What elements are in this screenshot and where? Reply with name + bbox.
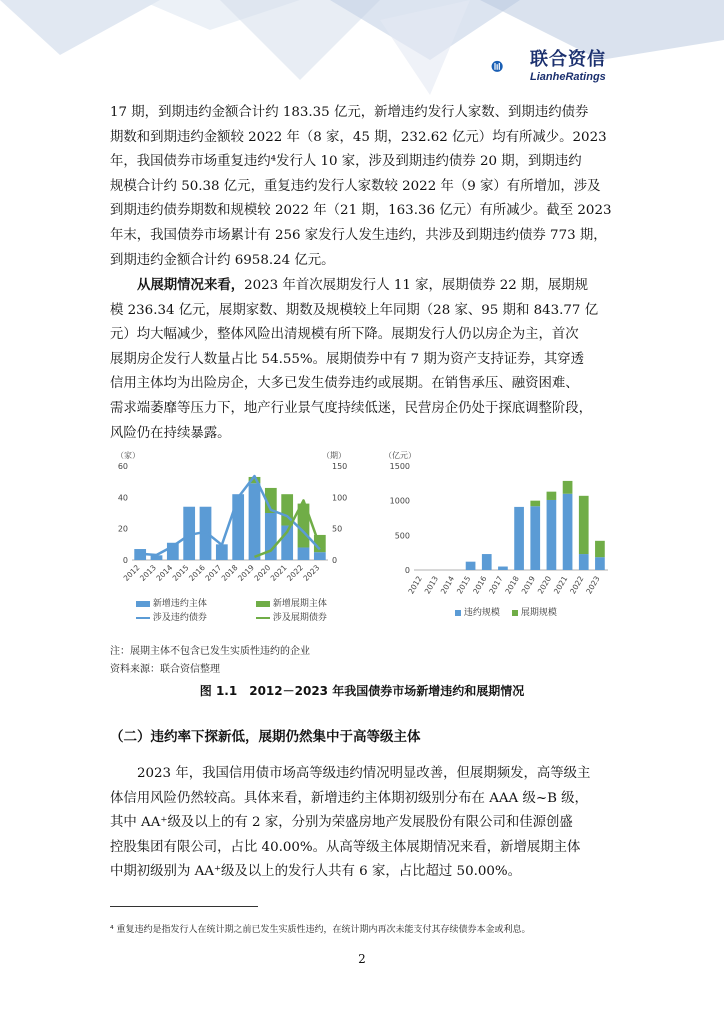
left-axis-label: （家）	[116, 451, 140, 460]
left-tick-label: 40	[117, 493, 128, 503]
text-line: 年末，我国债券市场累计有 256 家发行人发生违约，共涉及到期违约债券 773 期，	[110, 227, 607, 243]
figure-source: 资料来源：联合资信整理	[110, 664, 220, 675]
y-tick-label: 1500	[389, 462, 410, 471]
bar-extension-scale	[595, 541, 605, 557]
legend-swatch	[256, 601, 270, 607]
footnote: ⁴ 重复违约是指发行人在统计期之前已发生实质性违约，在统计期内再次未能支付其存续债券本金或利息。	[110, 925, 531, 935]
right-tick-label: 100	[332, 493, 348, 503]
text-line: 需求端萎靡等压力下，地产行业景气度持续低迷，民营房企仍处于探底调整阶段，	[110, 400, 593, 416]
right-axis-label: （期）	[322, 451, 346, 460]
logo-text	[530, 50, 606, 84]
left-tick-label: 0	[122, 556, 128, 565]
x-tick-label: 2013	[422, 574, 440, 596]
legend-label: 新增违约主体	[152, 599, 207, 609]
text-line: 风险仍在持续暴露。	[110, 425, 231, 441]
paragraph-extension	[110, 273, 615, 446]
legend-item	[256, 596, 327, 609]
bar-new-default-issuers	[232, 494, 244, 560]
bar-new-default-issuers	[298, 547, 310, 560]
bar-default-scale	[466, 562, 476, 570]
text-line: 17 期，到期违约金额合计约 183.35 亿元，新增违约发行人家数、到期违约债券	[110, 105, 589, 120]
right-tick-label: 0	[332, 556, 338, 565]
y-tick-label: 1000	[389, 496, 410, 506]
x-tick-label: 2015	[170, 563, 191, 583]
paragraph-default-summary	[110, 101, 615, 273]
bar-extension-scale	[579, 496, 589, 554]
lead-phrase: 从展期情况来看，	[137, 277, 245, 293]
legend-label: 新增展期主体	[272, 599, 327, 609]
logo-name-en: LianheRatings	[530, 71, 606, 83]
bar-new-default-issuers	[314, 552, 326, 560]
header-decoration	[0, 0, 724, 100]
legend-label: 违约规模	[463, 608, 500, 618]
bar-default-scale	[530, 506, 540, 570]
legend-item	[512, 605, 557, 618]
x-tick-label: 2012	[406, 574, 424, 596]
text-span: 2023 年首次展期发行人 11 家，展期债券 22 期，展期规	[244, 278, 588, 293]
left-tick-label: 60	[117, 462, 128, 471]
right-tick-label: 50	[332, 524, 343, 534]
section-heading: （二）违约率下探新低，展期仍然集中于高等级主体	[110, 729, 421, 745]
legend-item	[256, 610, 327, 623]
text-line: 展期房企发行人数量占比 54.55%。展期债券中有 7 期为资产支持证券，其穿透	[110, 351, 585, 367]
text-line: 其中 AA⁺级及以上的有 2 家，分别为荣盛房地产发展股份有限公司和佳源创盛	[110, 815, 573, 831]
x-tick-label: 2014	[154, 563, 175, 583]
bar-default-scale	[579, 554, 589, 570]
chart-default-extension-scale	[380, 448, 620, 608]
bar-default-scale	[547, 500, 557, 570]
bar-extension-scale	[547, 492, 557, 500]
legend-swatch	[256, 617, 270, 619]
text-line: 元）均大幅减少，整体风险出清规模有所下降。展期发行人仍以房企为主，首次	[110, 327, 579, 343]
legend-item	[136, 610, 207, 623]
legend-label: 涉及违约债券	[152, 613, 207, 623]
x-tick-label: 2023	[584, 574, 602, 596]
x-tick-label: 2016	[471, 574, 489, 596]
bar-default-scale	[563, 494, 573, 570]
logo-name-cn: 联合资信	[530, 49, 606, 70]
legend-label: 展期规模	[520, 608, 557, 618]
axis-label: （亿元）	[384, 451, 416, 460]
x-tick-label: 2017	[203, 563, 224, 583]
page-number: 2	[358, 952, 366, 966]
text-line: 信用主体均为出险房企，大多已发生债券违约或展期。在销售承压、融资困难、	[110, 376, 579, 392]
x-tick-label: 2016	[187, 563, 207, 583]
x-tick-label: 2012	[121, 563, 142, 583]
figure-note: 注：展期主体不包含已发生实质性违约的企业	[110, 646, 310, 657]
x-tick-label: 2022	[568, 574, 586, 596]
x-tick-label: 2021	[268, 563, 289, 583]
x-tick-label: 2020	[252, 563, 273, 583]
x-tick-label: 2018	[219, 563, 240, 583]
text-line: 体信用风险仍然较高。具体来看，新增违约主体期初级别分布在 AAA 级~B 级，	[110, 790, 588, 806]
text-line: 年，我国债券市场重复违约⁴发行人 10 家，涉及到期违约债券 20 期，到期违约	[110, 154, 582, 170]
text-line: 规模合计约 50.38 亿元，重复违约发行人家数较 2022 年（9 家）有所增加，涉及	[110, 178, 601, 194]
right-tick-label: 150	[332, 462, 348, 471]
paragraph-high-grade	[110, 762, 615, 885]
text-line: 到期违约债券期数和规模较 2022 年（21 期，163.36 亿元）有所减少。截至 2023	[110, 203, 612, 219]
left-tick-label: 20	[117, 524, 128, 534]
text-line: 2023 年，我国信用债市场高等级违约情况明显改善，但展期频发，高等级主	[137, 766, 591, 781]
bar-new-default-issuers	[216, 544, 228, 560]
footnote-rule	[110, 906, 258, 907]
figure-caption: 图 1.1 2012－2023 年我国债券市场新增违约和展期情况	[199, 684, 525, 698]
x-tick-label: 2018	[503, 574, 521, 596]
text-line: 控股集团有限公司，占比 40.00%。从高等级主体展期情况来看，新增展期主体	[110, 839, 581, 855]
legend-item	[455, 605, 500, 618]
legend-label: 涉及展期债券	[272, 613, 327, 623]
bar-extension-scale	[530, 501, 540, 507]
text-line: 到期违约金额合计约 6958.24 亿元。	[110, 252, 335, 268]
text-line: 模 236.34 亿元，展期家数、期数及规模较上年同期（28 家、95 期和 843.77 亿	[110, 302, 599, 318]
x-tick-label: 2022	[285, 563, 305, 583]
x-tick-label: 2023	[301, 563, 322, 583]
text-line: 期数和到期违约金额较 2022 年（8 家，45 期，232.62 亿元）均有所减少。2023	[110, 129, 607, 145]
bar-new-default-issuers	[249, 483, 261, 560]
legend-swatch	[455, 610, 461, 616]
company-logo	[491, 47, 531, 87]
text-line	[110, 273, 615, 299]
text-line: 中期初级别为 AA⁺级及以上的发行人共有 6 家，占比超过 50.00%。	[110, 864, 521, 880]
bar-default-scale	[498, 567, 508, 570]
x-tick-label: 2014	[438, 574, 457, 596]
legend-item	[136, 596, 207, 609]
legend-swatch	[512, 610, 518, 616]
x-tick-label: 2017	[487, 574, 505, 596]
chart-default-extension-counts	[110, 448, 350, 608]
x-tick-label: 2019	[519, 574, 537, 596]
bar-default-scale	[482, 554, 492, 570]
legend-swatch	[136, 601, 150, 607]
x-tick-label: 2020	[535, 574, 554, 596]
bar-default-scale	[514, 507, 524, 570]
legend-swatch	[136, 617, 150, 619]
y-tick-label: 0	[404, 566, 410, 575]
y-tick-label: 500	[394, 531, 410, 541]
x-tick-label: 2015	[454, 574, 473, 596]
x-tick-label: 2019	[236, 563, 256, 583]
x-tick-label: 2013	[138, 563, 158, 583]
bar-default-scale	[595, 557, 605, 570]
x-tick-label: 2021	[551, 574, 570, 596]
bar-extension-scale	[563, 481, 573, 494]
